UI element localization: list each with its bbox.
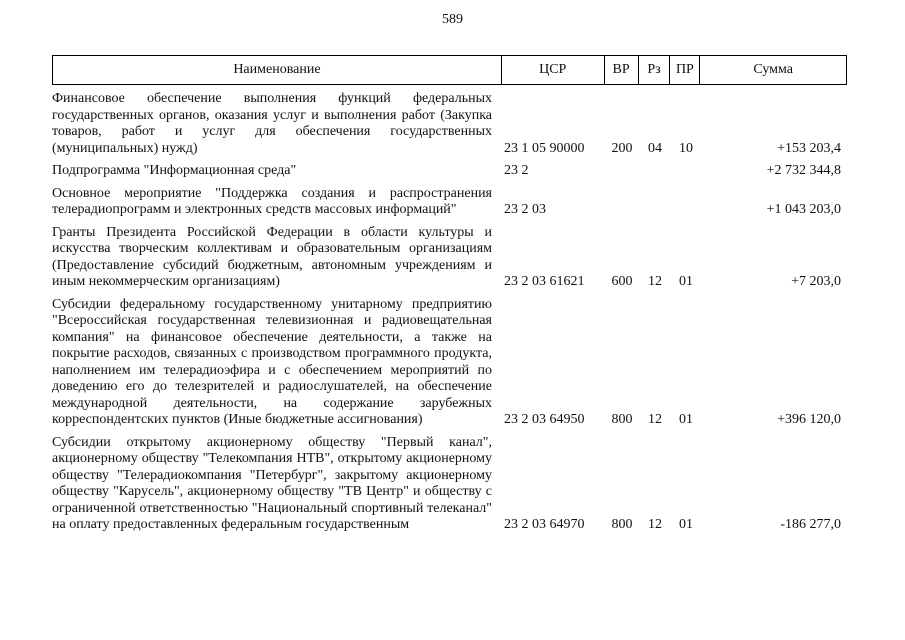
table-row: [52, 186, 847, 219]
row-sum: -186 277,0: [780, 517, 841, 532]
row-pr: 01: [679, 412, 693, 427]
row-vr: 800: [611, 412, 633, 427]
row-name: Основное мероприятие "Поддержка создания и распространения телерадиопрограмм и электронных средств массовых информаций": [52, 185, 492, 217]
row-vr: 800: [611, 517, 633, 532]
row-rz: 12: [648, 412, 662, 427]
row-pr: 01: [679, 274, 693, 289]
table-row: [52, 91, 847, 157]
header-pr: ПР: [670, 56, 700, 84]
row-name: Гранты Президента Российской Федерации в области культуры и искусства творческим коллективам и образовательным организациям (Предоставление субсидий бюджетным, автономным учреждениям и иным некоммерческим организациям): [52, 224, 492, 289]
row-csr: 23 1 05 90000: [504, 140, 585, 156]
row-name: Субсидии открытому акционерному обществу "Первый канал", акционерному обществу "Телекомпания НТВ", открытому акционерному обществу "Телерадиокомпания "Петербург", закрытому акционерному обществу "Карусель", акционерному обществу "ТВ Центр" и обществу с ограниченной ответственностью "Национальный спортивный телеканал" на оплату предоставленных федеральным государственным: [52, 434, 492, 532]
row-csr: 23 2 03 64970: [504, 517, 585, 532]
budget-table: [52, 55, 847, 534]
header-vr: ВР: [605, 56, 639, 84]
row-csr: 23 2 03: [504, 202, 546, 217]
row-name: Субсидии федеральному государственному унитарному предприятию "Всероссийская государственная телевизионная и радиовещательная компания" на финансовое обеспечение деятельности, а также на покрытие расходов, связанных с производством программного продукта, наполнением им телерадиоэфира и с обеспечением мероприятий по доведению его до телезрителей и радиослушателей, на обеспечение международной деятельности, на содержание зарубежных корреспондентских пунктов (Иные бюджетные ассигнования): [52, 296, 492, 427]
table-header: [52, 55, 847, 85]
header-rz: Рз: [639, 56, 671, 84]
row-rz: 12: [648, 517, 662, 532]
header-sum: Сумма: [753, 62, 793, 77]
header-name: Наименование: [53, 56, 502, 84]
row-name: Подпрограмма "Информационная среда": [52, 163, 297, 178]
row-name: Финансовое обеспечение выполнения функций федеральных государственных органов, оказания услуг и выполнения работ (Закупка товаров, работ и услуг для обеспечения государственных (муниципальных) нужд): [52, 91, 492, 156]
row-csr: 23 2: [504, 163, 529, 178]
header-csr: ЦСР: [502, 56, 605, 84]
table-row: [52, 225, 847, 291]
table-row: [52, 163, 847, 180]
row-sum: +1 043 203,0: [766, 202, 841, 217]
row-sum: +396 120,0: [777, 412, 841, 427]
row-csr: 23 2 03 64950: [504, 412, 585, 427]
row-sum: +7 203,0: [791, 274, 841, 289]
table-row: [52, 435, 847, 534]
row-rz: 12: [648, 274, 662, 289]
row-pr: 01: [679, 517, 693, 532]
row-sum: +153 203,4: [777, 140, 841, 156]
row-vr: 200: [611, 140, 633, 156]
page-number: 589: [442, 12, 463, 27]
row-csr: 23 2 03 61621: [504, 274, 585, 289]
row-sum: +2 732 344,8: [766, 163, 841, 178]
row-rz: 04: [648, 140, 662, 156]
row-pr: 10: [679, 140, 693, 156]
table-row: [52, 297, 847, 429]
row-vr: 600: [611, 274, 633, 289]
